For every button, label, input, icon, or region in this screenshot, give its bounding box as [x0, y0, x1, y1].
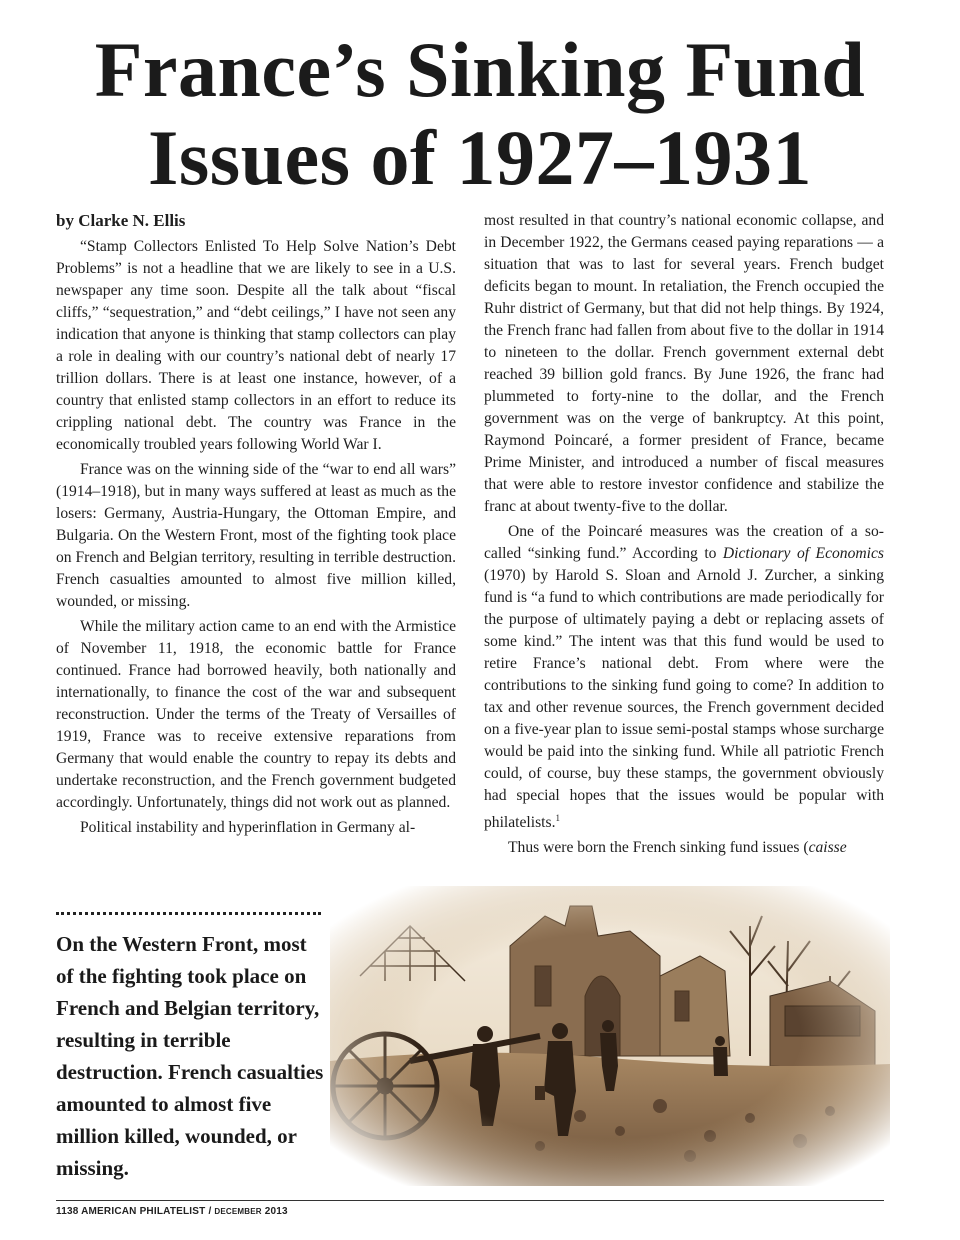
- war-ruins-photo: [330, 886, 890, 1186]
- title-line-2: Issues of 1927–1931: [148, 114, 812, 201]
- body-paragraph-continued: most resulted in that country’s national economic collapse, and in December 1922, the Germans ceased paying reparations — a situation that was to last for several years. French budget deficits began to mount. In retaliation, the French occupied the Ruhr district of Germany, but that did not help things. By 1924, the French franc had fallen from about five to the dollar in 1914 to nineteen to the dollar. French government external debt reached 39 billion gold francs. By June 1926, the franc had plummeted to forty-nine to the dollar, and the French government was on the verge of bankruptcy. At this point, Raymond Poincaré, a former president of France, became Prime Minister, and introduced a number of fiscal measures that were able to restore investor confidence and stabilize the franc at about twenty-five to the dollar.: [484, 212, 884, 515]
- title-line-1: France’s Sinking Fund: [94, 26, 866, 113]
- byline: by Clarke N. Ellis: [56, 211, 186, 230]
- footer-year: 2013: [261, 1206, 288, 1217]
- text-run: One of the Poincaré measures was the creation of a so-called “sinking fund.” According to: [484, 523, 884, 562]
- book-title: Dictionary of Economics: [722, 545, 884, 562]
- pull-quote: On the Western Front, most of the fighting took place on French and Belgian territory, resulting in terrible destruction. French casualties amounted to almost five million killed, wounded, or missing.: [56, 932, 324, 1180]
- text-run: (1970) by Harold S. Sloan and Arnold J. Zurcher, a sinking fund is “a fund to which contributions are made periodically for the purpose of ultimately paying a debt or replacing assets of some kind.” The intent was that this fund would be used to retire France’s national debt. From where were the contributions to the sinking fund going to come? In addition to tax and other revenue sources, the French government decided on a five-year plan to issue semi-postal stamps whose surcharge would be paid into the sinking fund. While all patriotic French could, of course, buy these stamps, the government obviously had special hopes that the issues would be popular with philatelists.: [484, 567, 884, 832]
- pull-quote-divider: [56, 912, 321, 915]
- right-column: [484, 210, 884, 862]
- body-paragraph: While the military action came to an end with the Armistice of November 11, 1918, the economic battle for France continued. France had borrowed heavily, both nationally and internationally, to finance the cost of the war and subsequent reconstruction. Under the terms of the Treaty of Versailles of 1919, France was to receive extensive reparations from Germany that would enable the country to repay its debts and undertake reconstruction, and the French government budgeted accordingly. Unfortunately, things did not work out as planned.: [56, 618, 456, 811]
- footer-rule: [56, 1200, 884, 1201]
- footer-magazine: 1138 AMERICAN PHILATELIST /: [56, 1206, 215, 1217]
- italic-term: caisse: [808, 839, 847, 857]
- body-paragraph: “Stamp Collectors Enlisted To Help Solve Nation’s Debt Problems” is not a headline that we are likely to see in a U.S. newspaper any time soon. Despite all the talk about “fiscal cliffs,” “sequestration,” and “debt ceilings,” I have not seen any indication that anyone is thinking that stamp collectors can play a role in dealing with our country’s national debt of nearly 17 trillion dollars. There is at least one instance, however, of a country that enlisted stamp collectors in an effort to reduce its crippling national debt. The country was France in the economically troubled years following World War I.: [56, 238, 456, 453]
- footnote-marker[interactable]: 1: [555, 813, 560, 823]
- article-title: [0, 26, 960, 202]
- body-paragraph: Political instability and hyperinflation in Germany al-: [80, 819, 416, 836]
- body-paragraph: [484, 521, 884, 834]
- left-column: [56, 210, 456, 842]
- footer-month: DECEMBER: [214, 1207, 262, 1216]
- body-paragraph: [484, 837, 884, 859]
- page-footer: [56, 1206, 288, 1217]
- body-paragraph: France was on the winning side of the “war to end all wars” (1914–1918), but in many ways suffered at least as much as the losers: Germany, Austria-Hungary, the Ottoman Empire, and Bulgaria. On the Western Front, most of the fighting took place on French and Belgian territory, resulting in terrible destruction. French casualties amounted to almost five million killed, wounded, or missing.: [56, 461, 456, 610]
- text-run: Thus were born the French sinking fund issues (: [508, 839, 809, 857]
